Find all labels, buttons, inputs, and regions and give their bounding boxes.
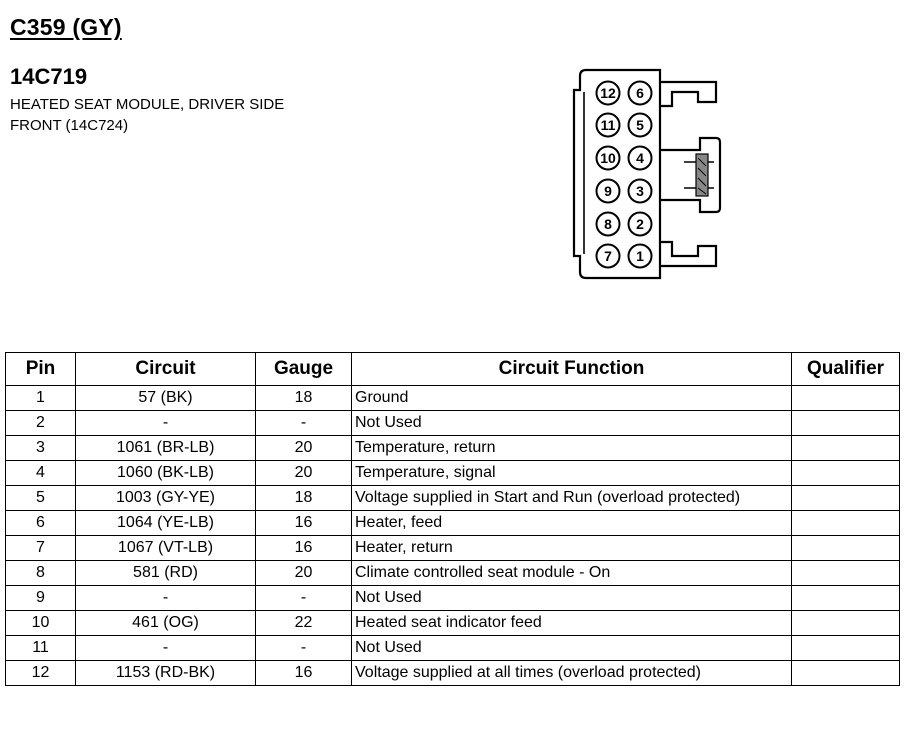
cell-function: Temperature, signal xyxy=(352,461,792,486)
cell-function: Voltage supplied in Start and Run (overload protected) xyxy=(352,486,792,511)
table-row xyxy=(6,636,900,661)
connector-description xyxy=(10,94,430,136)
cell-function: Temperature, return xyxy=(352,436,792,461)
cell-function: Heater, feed xyxy=(352,511,792,536)
locking-tab-release xyxy=(696,154,708,196)
pin-label-1: 1 xyxy=(636,248,644,264)
header-pin: Pin xyxy=(6,353,76,386)
cell-qualifier xyxy=(792,511,900,536)
cell-pin: 2 xyxy=(6,411,76,436)
cell-pin: 6 xyxy=(6,511,76,536)
pin-label-7: 7 xyxy=(604,248,612,264)
pin-row-2 xyxy=(597,114,652,137)
cell-qualifier xyxy=(792,636,900,661)
pinout-table xyxy=(5,352,900,686)
pin-label-8: 8 xyxy=(604,216,612,232)
cell-gauge: 22 xyxy=(256,611,352,636)
cell-gauge: 16 xyxy=(256,511,352,536)
cell-gauge: - xyxy=(256,586,352,611)
header-qualifier: Qualifier xyxy=(792,353,900,386)
table-row xyxy=(6,661,900,686)
cell-circuit: 581 (RD) xyxy=(76,561,256,586)
cell-qualifier xyxy=(792,611,900,636)
table-row xyxy=(6,461,900,486)
cell-pin: 5 xyxy=(6,486,76,511)
cell-circuit: 57 (BK) xyxy=(76,386,256,411)
cell-circuit: 1060 (BK-LB) xyxy=(76,461,256,486)
table-header-row xyxy=(6,353,900,386)
cell-circuit: - xyxy=(76,636,256,661)
cell-qualifier xyxy=(792,586,900,611)
header-circuit-function: Circuit Function xyxy=(352,353,792,386)
cell-pin: 3 xyxy=(6,436,76,461)
pin-label-4: 4 xyxy=(636,150,644,166)
cell-pin: 4 xyxy=(6,461,76,486)
connector-id: C359 (GY) xyxy=(10,14,122,40)
cell-circuit: 461 (OG) xyxy=(76,611,256,636)
pin-label-11: 11 xyxy=(600,117,616,133)
description-line-2: FRONT (14C724) xyxy=(10,117,129,134)
cell-function: Heated seat indicator feed xyxy=(352,611,792,636)
pin-label-9: 9 xyxy=(604,183,612,199)
cell-gauge: 20 xyxy=(256,436,352,461)
cell-qualifier xyxy=(792,461,900,486)
table-row xyxy=(6,436,900,461)
cell-function: Heater, return xyxy=(352,536,792,561)
connector-face-diagram xyxy=(568,66,738,286)
cell-function: Not Used xyxy=(352,586,792,611)
table-row xyxy=(6,536,900,561)
pin-label-10: 10 xyxy=(600,150,616,166)
cell-pin: 12 xyxy=(6,661,76,686)
cell-pin: 10 xyxy=(6,611,76,636)
table-row xyxy=(6,561,900,586)
pin-label-3: 3 xyxy=(636,183,644,199)
cell-gauge: 16 xyxy=(256,661,352,686)
table-row xyxy=(6,486,900,511)
cell-qualifier xyxy=(792,386,900,411)
lower-latch xyxy=(660,242,716,266)
cell-circuit: 1064 (YE-LB) xyxy=(76,511,256,536)
cell-gauge: - xyxy=(256,411,352,436)
pin-row-5 xyxy=(597,213,652,236)
cell-circuit: 1153 (RD-BK) xyxy=(76,661,256,686)
cell-qualifier xyxy=(792,561,900,586)
cell-gauge: 20 xyxy=(256,561,352,586)
table-row xyxy=(6,411,900,436)
pin-label-12: 12 xyxy=(600,85,616,101)
cell-qualifier xyxy=(792,536,900,561)
header-gauge: Gauge xyxy=(256,353,352,386)
cell-qualifier xyxy=(792,436,900,461)
cell-pin: 9 xyxy=(6,586,76,611)
pin-row-3 xyxy=(597,147,652,170)
pin-row-6 xyxy=(597,245,652,268)
cell-circuit: - xyxy=(76,411,256,436)
cell-pin: 7 xyxy=(6,536,76,561)
pin-row-1 xyxy=(597,82,652,105)
cell-gauge: 18 xyxy=(256,386,352,411)
description-line-1: HEATED SEAT MODULE, DRIVER SIDE xyxy=(10,96,285,113)
table-row xyxy=(6,611,900,636)
cell-pin: 11 xyxy=(6,636,76,661)
cell-circuit: - xyxy=(76,586,256,611)
cell-function: Not Used xyxy=(352,411,792,436)
pin-label-5: 5 xyxy=(636,117,644,133)
pin-row-4 xyxy=(597,180,652,203)
table-row xyxy=(6,586,900,611)
header-circuit: Circuit xyxy=(76,353,256,386)
part-number: 14C719 xyxy=(10,64,88,89)
cell-pin: 1 xyxy=(6,386,76,411)
cell-pin: 8 xyxy=(6,561,76,586)
locking-tab xyxy=(660,138,720,212)
cell-function: Climate controlled seat module - On xyxy=(352,561,792,586)
table-row xyxy=(6,511,900,536)
cell-gauge: - xyxy=(256,636,352,661)
cell-qualifier xyxy=(792,486,900,511)
cell-circuit: 1067 (VT-LB) xyxy=(76,536,256,561)
pin-label-2: 2 xyxy=(636,216,644,232)
pin-label-6: 6 xyxy=(636,85,644,101)
cell-gauge: 16 xyxy=(256,536,352,561)
cell-circuit: 1003 (GY-YE) xyxy=(76,486,256,511)
cell-function: Voltage supplied at all times (overload protected) xyxy=(352,661,792,686)
cell-circuit: 1061 (BR-LB) xyxy=(76,436,256,461)
cell-function: Ground xyxy=(352,386,792,411)
cell-qualifier xyxy=(792,661,900,686)
cell-function: Not Used xyxy=(352,636,792,661)
upper-latch xyxy=(660,82,716,106)
cell-qualifier xyxy=(792,411,900,436)
table-row xyxy=(6,386,900,411)
cell-gauge: 20 xyxy=(256,461,352,486)
cell-gauge: 18 xyxy=(256,486,352,511)
